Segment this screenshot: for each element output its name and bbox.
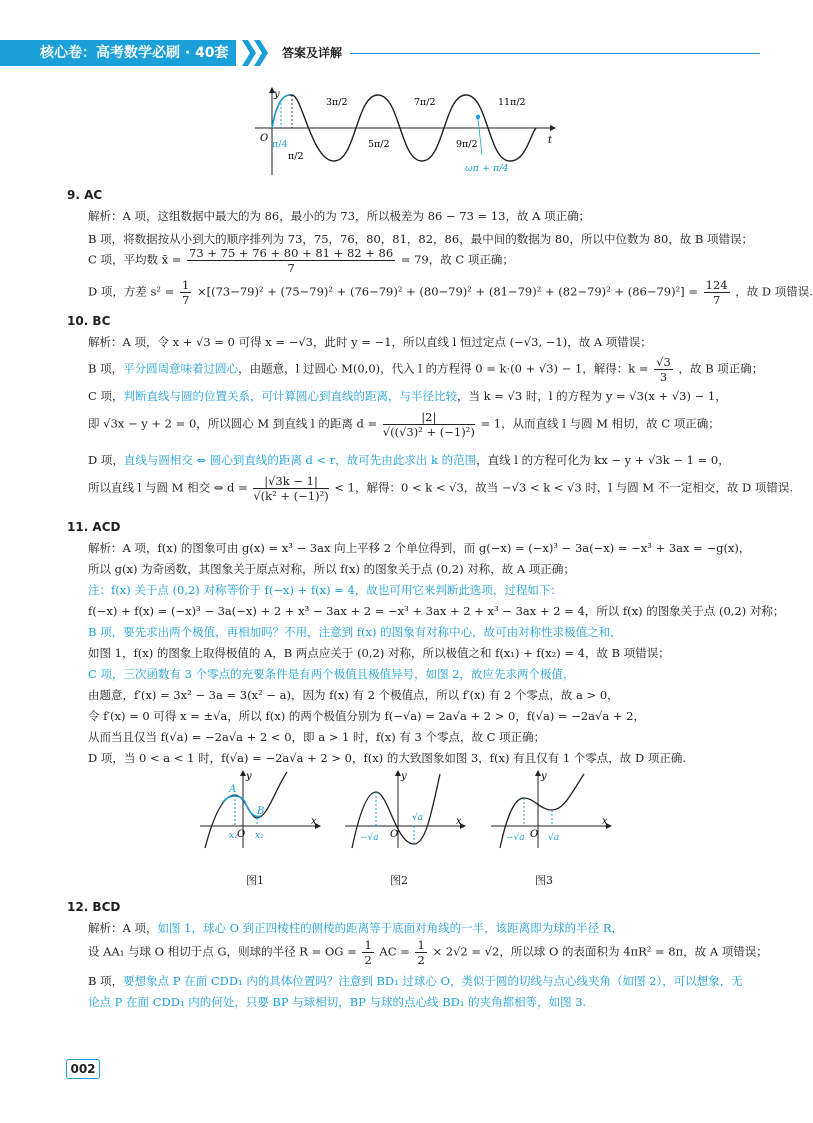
- q11-line-9: 令 f′(x) = 0 可得 x = ±√a，所以 f(x) 的两个极值分别为 f(−√a) = 2a√a + 2 > 0，f(√a) = −2a√a + 2，: [88, 709, 645, 723]
- header-band-title: 核心卷：高考数学必刷 · 40套: [0, 40, 236, 66]
- q12-line-3: B 项，要想象点 P 在面 CDD₁ 内的具体位置吗？注意到 BD₁ 过球心 O，类似于圆的切线与点心线夹角（如图 2），可以想象，无: [88, 974, 743, 988]
- q10-intersect-fraction: $\frac{|√3k - 1|}{\text{√(k² + (−1)²)}}$: [253, 474, 329, 503]
- q10-k-fraction: $\frac{√3}{3}$: [656, 355, 671, 384]
- fig2-label-y: y: [401, 771, 407, 782]
- fig2-label-sqrt-a: √a: [412, 813, 424, 823]
- q12-line-1: 解析：A 项，如图 1，球心 O 到正四棱柱的侧棱的距离等于底面对角线的一半，该距离即为球的半径 R，: [88, 921, 623, 935]
- sine-graph: [250, 85, 560, 180]
- q9-mean-fraction: $\frac{73 + 75 + 76 + 80 + 81 + 82 + 86}{7}$: [189, 246, 394, 275]
- q10-answer: 10. BC: [67, 314, 111, 328]
- q12-half-fraction-1: $\frac{1}{2}$: [364, 938, 372, 967]
- header-slash-decoration: [240, 38, 280, 68]
- header-rule: [350, 53, 760, 54]
- fig3-label-O: O: [530, 829, 539, 840]
- q10-line-e: D 项，直线与圆相交 ⇔ 圆心到直线的距离 d < r，故可先由此求出 k 的范围，直线 l 的方程可化为 kx − y + √3k − 1 = 0，: [88, 453, 730, 467]
- graph1-tick-7pi2: 7π/2: [414, 97, 436, 108]
- q11-fig3-caption: 图3: [535, 874, 553, 887]
- q12-answer: 12. BCD: [67, 900, 121, 914]
- q11-line-3: 注：f(x) 关于点 (0,2) 对称等价于 f(−x) + f(x) = 4，故也可用它来判断此选项，过程如下：: [88, 583, 562, 597]
- q9-line-d: D 项，方差 s² = $\frac{1}{7}$ ×[(73−79)² + (75−79)² + (76−79)² + (80−79)² + (81−79)² + (82−79)² + (86−79)²] = $\frac{124}{7}$ ，故 D 项错误.: [88, 278, 813, 307]
- q11-line-7: C 项，三次函数有 3 个零点的充要条件是有两个极值且极值异号，如图 2，故应先求两个极值，: [88, 667, 575, 681]
- q10-line-a: 解析：A 项，令 x + √3 = 0 可得 x = −√3，此时 y = −1，所以直线 l 恒过定点 (−√3, −1)，故 A 项错误；: [88, 335, 652, 349]
- q12-line-4: 论点 P 在面 CDD₁ 内的何处，只要 BP 与球相切，BP 与球的点心线 BD₁ 的夹角都相等，如图 3.: [88, 995, 587, 1009]
- fig1-label-B: B: [257, 806, 265, 817]
- fig3-label-neg-sqrt-a: −√a: [506, 833, 525, 843]
- q9-variance-frac1: $\frac{1}{7}$: [182, 278, 190, 307]
- fig1-label-x1: x₁: [229, 831, 238, 841]
- q11-line-10: 从而当且仅当 f(√a) = −2a√a + 2 < 0，即 a > 1 时，f(x) 有 3 个零点，故 C 项正确；: [88, 730, 546, 744]
- graph1-tick-pi4: π/4: [272, 139, 288, 150]
- q10-line-b: B 项，平分圆周意味着过圆心，由题意，l 过圆心 M(0,0)，代入 l 的方程得 0 = k·(0 + √3) − 1，解得：k = $\frac{√3}{3}$ ，故 B 项正确；: [88, 355, 764, 384]
- q9-line-b: B 项，将数据按从小到大的顺序排列为 73，75，76，80，81，82，86，最中间的数据为 80，所以中位数为 80，故 B 项错误；: [88, 232, 754, 246]
- graph1-annotation: ωπ + π/4: [465, 163, 509, 174]
- q11-line-5: B 项，要先求出两个极值，再相加吗？不用，注意到 f(x) 的图象有对称中心，故可由对称性求极值之和，: [88, 625, 622, 639]
- q11-fig2-caption: 图2: [390, 874, 408, 887]
- q11-answer: 11. ACD: [67, 520, 121, 534]
- q11-figure-1: [195, 770, 325, 850]
- q9-line-c: C 项，平均数 x̄ = $\frac{73 + 75 + 76 + 80 + 81 + 82 + 86}{7}$ = 79，故 C 项正确；: [88, 246, 514, 275]
- graph1-tick-3pi2: 3π/2: [326, 97, 348, 108]
- q9-line-a: 解析：A 项，这组数据中最大的为 86，最小的为 73，所以极差为 86 − 73 = 13，故 A 项正确；: [88, 209, 591, 223]
- fig1-label-y: y: [246, 771, 252, 782]
- graph1-tick-5pi2: 5π/2: [368, 139, 390, 150]
- q11-figure-3: [486, 770, 616, 850]
- q10-line-f: 所以直线 l 与圆 M 相交 ⇔ d = $\frac{|√3k - 1|}{\text{√(k² + (−1)²)}}$ < 1，解得：0 < k < √3，故当 −√3 < k < √3 时，l 与圆 M 不一定相交，故 D 项错误.: [88, 474, 794, 503]
- q12-half-fraction-2: $\frac{1}{2}$: [417, 938, 425, 967]
- header-section: 答案及详解: [282, 46, 343, 60]
- q10-distance-fraction: $\frac{|2|}{\text{√((√3)² + (−1)²)}}$: [382, 410, 475, 439]
- fig1-label-A: A: [229, 784, 237, 795]
- graph1-t-label: t: [548, 135, 553, 146]
- graph1-origin: O: [260, 133, 269, 144]
- fig1-label-x: x: [311, 816, 317, 827]
- page-number: 002: [66, 1059, 100, 1079]
- q9-answer: 9. AC: [67, 188, 103, 202]
- q11-line-6: 如图 1，f(x) 的图象上取得极值的 A，B 两点应关于 (0,2) 对称，所以极值之和 f(x₁) + f(x₂) = 4，故 B 项错误；: [88, 646, 670, 660]
- q12-line-2: 设 AA₁ 与球 O 相切于点 G，则球的半径 R = OG = $\frac{1}{2}$ AC = $\frac{1}{2}$ × 2√2 = √2，所以球 O 的表面积为 4πR² = 8π，故 A 项错误；: [88, 938, 768, 967]
- q11-line-8: 由题意，f′(x) = 3x² − 3a = 3(x² − a)，因为 f(x) 有 2 个极值点，所以 f′(x) 有 2 个零点，故 a > 0，: [88, 688, 619, 702]
- q10-line-c: C 项，判断直线与圆的位置关系，可计算圆心到直线的距离，与半径比较，当 k = √3 时，l 的方程为 y = √3(x + √3) − 1，: [88, 389, 727, 403]
- q11-figure-2: [340, 770, 470, 850]
- fig1-label-x2: x₂: [255, 831, 264, 841]
- fig3-label-sqrt-a: √a: [548, 833, 560, 843]
- fig2-label-neg-sqrt-a: −√a: [360, 833, 379, 843]
- fig2-label-x: x: [456, 816, 462, 827]
- q10-line-d: 即 √3x − y + 2 = 0，所以圆心 M 到直线 l 的距离 d = $\frac{|2|}{\text{√((√3)² + (−1)²)}}$ = 1，从而直线 l 与圆 M 相切，故 C 项正确；: [88, 410, 720, 439]
- q11-line-1: 解析：A 项，f(x) 的图象可由 g(x) = x³ − 3ax 向上平移 2 个单位得到，而 g(−x) = (−x)³ − 3a(−x) = −x³ + 3ax = −g(x)，: [88, 541, 751, 555]
- q11-line-4: f(−x) + f(x) = (−x)³ − 3a(−x) + 2 + x³ − 3ax + 2 = −x³ + 3ax + 2 + x³ − 3ax + 2 = 4，所以 f(x) 的图象关于点 (0,2) 对称；: [88, 604, 785, 618]
- graph1-y-label: y: [274, 89, 280, 100]
- graph1-tick-pi2: π/2: [288, 151, 304, 162]
- q11-line-11: D 项，当 0 < a < 1 时，f(√a) = −2a√a + 2 > 0，f(x) 的大致图象如图 3，f(x) 有且仅有 1 个零点，故 D 项正确.: [88, 751, 686, 765]
- q11-fig1-caption: 图1: [246, 874, 264, 887]
- q11-line-2: 所以 g(x) 为奇函数，其图象关于原点对称，所以 f(x) 的图象关于点 (0,2) 对称，故 A 项正确；: [88, 562, 575, 576]
- fig3-label-y: y: [541, 771, 547, 782]
- fig1-label-O: O: [237, 829, 246, 840]
- graph1-tick-11pi2: 11π/2: [498, 97, 526, 108]
- q9-variance-frac2: $\frac{124}{7}$: [705, 278, 728, 307]
- graph1-tick-9pi2: 9π/2: [456, 139, 478, 150]
- fig3-label-x: x: [602, 816, 608, 827]
- fig2-label-O: O: [390, 829, 399, 840]
